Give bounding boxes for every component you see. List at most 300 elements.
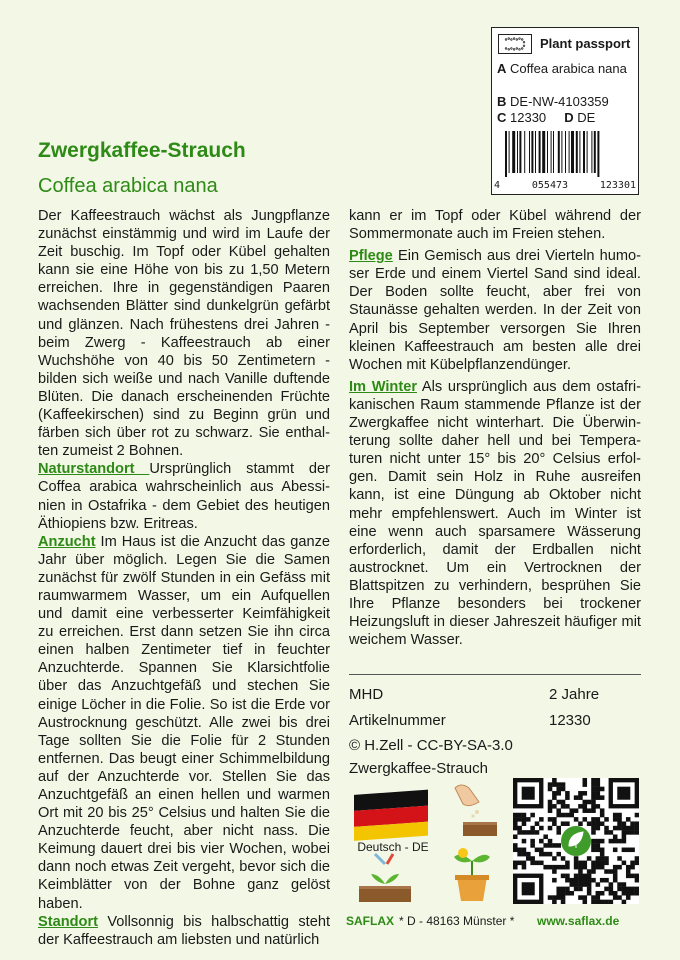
qr-module (591, 817, 596, 822)
passport-header (496, 33, 636, 57)
qr-module (548, 852, 553, 857)
barcode-bar (579, 131, 580, 173)
qr-module (626, 817, 631, 822)
qr-module (591, 878, 596, 883)
website-link[interactable]: www.saflax.de (537, 914, 620, 928)
qr-module (574, 874, 579, 879)
qr-module (583, 874, 588, 879)
barcode-bar (539, 131, 541, 173)
qr-module (574, 865, 579, 870)
passport-title: Plant passport (540, 36, 631, 51)
qr-module (530, 861, 535, 866)
qr-module (556, 891, 561, 896)
qr-module (596, 778, 601, 783)
barcode-bar (591, 131, 592, 173)
qr-module (609, 882, 614, 887)
passport-key-c: C (497, 110, 507, 125)
qr-module (522, 839, 527, 844)
qr-module (561, 813, 566, 818)
qr-module (591, 782, 596, 787)
qr-module (543, 834, 548, 839)
barcode-bar (587, 131, 588, 173)
qr-module (578, 869, 583, 874)
qr-module (561, 821, 566, 826)
qr-module (552, 895, 557, 900)
qr-module (561, 800, 566, 805)
qr-module (600, 891, 605, 896)
qr-module (600, 865, 605, 870)
qr-module (596, 900, 601, 904)
qr-module (530, 826, 535, 831)
qr-module (565, 804, 570, 809)
qr-module (548, 817, 553, 822)
qr-module (552, 869, 557, 874)
qr-module (609, 891, 614, 896)
barcode-bar (542, 131, 545, 173)
qr-module (552, 843, 557, 848)
qr-module (609, 839, 614, 844)
qr-module (565, 795, 570, 800)
qr-module (626, 869, 631, 874)
qr-module (513, 834, 518, 839)
qr-module (583, 800, 588, 805)
qr-module (596, 882, 601, 887)
qr-module (622, 826, 627, 831)
qr-module (591, 869, 596, 874)
qr-module (587, 878, 592, 883)
qr-module (635, 887, 639, 892)
qr-module (526, 830, 531, 835)
qr-module (539, 852, 544, 857)
qr-module (587, 887, 592, 892)
barcode-bar (597, 131, 599, 177)
barcode-bar (547, 131, 548, 173)
qr-module (596, 895, 601, 900)
qr-module (583, 878, 588, 883)
qr-module (635, 821, 639, 826)
qr-module (535, 830, 540, 835)
qr-module (600, 813, 605, 818)
qr-module (591, 861, 596, 866)
qr-module (622, 882, 627, 887)
qr-module (591, 795, 596, 800)
qr-module (587, 808, 592, 813)
qr-module (565, 887, 570, 892)
passport-value-c: 12330 (510, 110, 547, 125)
qr-module (561, 804, 566, 809)
qr-module (635, 874, 639, 879)
qr-module (583, 782, 588, 787)
qr-module (600, 856, 605, 861)
qr-module (561, 865, 566, 870)
qr-module (600, 839, 605, 844)
qr-module (604, 869, 609, 874)
barcode-bar (519, 131, 521, 173)
brand-name: SAFLAX (346, 914, 394, 928)
barcode-bar (594, 131, 596, 173)
mhd-label: MHD (349, 686, 384, 703)
qr-module (578, 821, 583, 826)
qr-module (517, 826, 522, 831)
qr-module (548, 787, 553, 792)
intro-paragraph: Der Kaffeestrauch wächst als Jungpflanze zunächst einstämmig und wird im Laufe der Zeit buschig. Im Topf oder Kübel gehalten kann sie eine Höhe von bis zu 1,50 Metern erreichen. Ihre in gegenständigen Paaren wachsenden Blätter sind dunkelgrün gefärbt und glänzen. Nach frühestens drei Jahren - beim Zwerg - Kaffeestrauch ab einer Wuchshöhe von 40 bis 50 Zentimetern - bilden sich weiße und nach Vanille duftende Blüten. Die danach erscheinenden Früchte (Kaffeekirschen) sind zu Beginn grün und färben sich über rot zu schwarz. Sie enthalten zumeist 2 Bohnen. (38, 208, 330, 460)
passport-key-d: D (564, 110, 574, 125)
barcode-bar (531, 131, 533, 173)
qr-module (630, 891, 635, 896)
qr-module (556, 826, 561, 831)
qr-module (622, 848, 627, 853)
passport-key-a: A (497, 61, 507, 76)
qr-module (548, 800, 553, 805)
qr-module (583, 865, 588, 870)
qr-module (600, 852, 605, 857)
qr-module (609, 887, 614, 892)
qr-module (587, 800, 592, 805)
qr-module (617, 821, 622, 826)
qr-module (604, 887, 609, 892)
qr-module (578, 865, 583, 870)
qr-module (517, 852, 522, 857)
qr-module (617, 839, 622, 844)
qr-module (635, 861, 639, 866)
qr-module (539, 848, 544, 853)
qr-module (552, 821, 557, 826)
qr-module (596, 795, 601, 800)
qr-module (583, 861, 588, 866)
qr-module (596, 848, 601, 853)
qr-module (613, 817, 618, 822)
qr-module (630, 865, 635, 870)
qr-module (569, 813, 574, 818)
qr-module (583, 778, 588, 783)
watering-icon (355, 850, 415, 906)
qr-module (561, 856, 566, 861)
qr-module (513, 817, 518, 822)
qr-module (617, 856, 622, 861)
qr-module (604, 856, 609, 861)
qr-module (530, 813, 535, 818)
barcode-bar (512, 131, 515, 173)
qr-finder (522, 882, 535, 895)
qr-module (622, 834, 627, 839)
qr-module (596, 791, 601, 796)
qr-module (587, 874, 592, 879)
qr-module (600, 821, 605, 826)
qr-module (522, 848, 527, 853)
qr-module (548, 782, 553, 787)
qr-module (556, 843, 561, 848)
qr-module (578, 895, 583, 900)
qr-module (574, 887, 579, 892)
qr-module (548, 865, 553, 870)
qr-module (617, 813, 622, 818)
plant-passport (491, 27, 639, 195)
qr-module (574, 817, 579, 822)
naturstandort-paragraph (38, 460, 330, 532)
qr-module (574, 878, 579, 883)
qr-module (556, 813, 561, 818)
qr-code-icon (513, 778, 639, 904)
qr-module (591, 826, 596, 831)
barcode-bar (565, 131, 566, 173)
qr-module (604, 861, 609, 866)
qr-module (591, 839, 596, 844)
qr-module (561, 787, 566, 792)
qr-module (613, 839, 618, 844)
qr-module (574, 808, 579, 813)
qr-module (561, 874, 566, 879)
qr-module (630, 861, 635, 866)
qr-module (552, 900, 557, 904)
qr-module (578, 882, 583, 887)
qr-module (583, 791, 588, 796)
qr-module (626, 865, 631, 870)
barcode-bar (571, 131, 574, 173)
pflege-heading: Pflege (349, 248, 393, 265)
qr-module (569, 808, 574, 813)
qr-module (591, 778, 596, 783)
qr-module (596, 787, 601, 792)
qr-module (609, 869, 614, 874)
qr-module (609, 830, 614, 835)
qr-module (578, 887, 583, 892)
qr-module (622, 839, 627, 844)
qr-module (622, 861, 627, 866)
qr-module (583, 895, 588, 900)
qr-module (613, 834, 618, 839)
qr-module (574, 882, 579, 887)
product-title: Zwergkaffee-Strauch (38, 139, 246, 162)
standort-continued: kann er im Topf oder Kübel während der Sommermonate auch im Freien stehen. (349, 208, 641, 243)
qr-module (604, 878, 609, 883)
product-name: Zwergkaffee-Strauch (349, 760, 488, 777)
qr-module (613, 895, 618, 900)
qr-module (574, 795, 579, 800)
qr-module (617, 895, 622, 900)
qr-module (513, 861, 518, 866)
qr-module (613, 891, 618, 896)
qr-module (548, 808, 553, 813)
passport-value-a: Coffea arabica nana (510, 61, 627, 76)
qr-module (556, 808, 561, 813)
qr-module (591, 821, 596, 826)
qr-module (565, 891, 570, 896)
copyright: © H.Zell - CC-BY-SA-3.0 (349, 737, 513, 754)
qr-module (522, 813, 527, 818)
barcode-bar (524, 131, 525, 173)
qr-module (596, 826, 601, 831)
qr-module (578, 804, 583, 809)
qr-module (543, 852, 548, 857)
qr-module (569, 882, 574, 887)
qr-module (535, 821, 540, 826)
qr-module (600, 808, 605, 813)
qr-module (596, 856, 601, 861)
qr-module (517, 848, 522, 853)
qr-module (561, 900, 566, 904)
qr-module (583, 808, 588, 813)
qr-module (561, 782, 566, 787)
anzucht-heading: Anzucht (38, 533, 96, 550)
qr-module (626, 874, 631, 879)
standort-text: Vollsonnig bis halbschattig steht der Kaffeestrauch am liebsten und natürlich (38, 913, 330, 948)
qr-module (596, 865, 601, 870)
qr-module (630, 821, 635, 826)
qr-module (604, 817, 609, 822)
seed-sowing-icon (441, 778, 501, 838)
qr-module (635, 830, 639, 835)
right-column (349, 207, 641, 649)
barcode-digit-group: 4 (494, 180, 501, 191)
qr-module (561, 891, 566, 896)
qr-module (591, 791, 596, 796)
qr-module (613, 813, 618, 818)
qr-module (513, 821, 518, 826)
qr-module (635, 856, 639, 861)
qr-module (626, 895, 631, 900)
qr-module (513, 843, 518, 848)
anzucht-paragraph (38, 533, 330, 913)
qr-module (596, 782, 601, 787)
qr-module (556, 787, 561, 792)
qr-module (591, 848, 596, 853)
qr-module (604, 826, 609, 831)
qr-module (513, 826, 518, 831)
qr-module (596, 861, 601, 866)
qr-module (626, 826, 631, 831)
qr-module (617, 817, 622, 822)
qr-module (561, 887, 566, 892)
qr-module (513, 848, 518, 853)
qr-module (548, 804, 553, 809)
left-column (38, 207, 330, 949)
qr-module (626, 887, 631, 892)
passport-line-c (497, 110, 595, 125)
qr-module (574, 856, 579, 861)
qr-module (587, 821, 592, 826)
qr-module (517, 861, 522, 866)
standort-heading: Standort (38, 913, 98, 930)
passport-key-b: B (497, 94, 507, 109)
qr-module (613, 878, 618, 883)
qr-module (530, 856, 535, 861)
qr-module (543, 843, 548, 848)
qr-module (578, 874, 583, 879)
qr-module (556, 830, 561, 835)
barcode-bar (583, 131, 585, 173)
qr-module (613, 874, 618, 879)
qr-module (591, 804, 596, 809)
qr-module (600, 848, 605, 853)
barcode-bar (505, 131, 507, 177)
qr-module (569, 878, 574, 883)
barcode-bar (558, 131, 560, 173)
qr-module (517, 813, 522, 818)
qr-module (596, 821, 601, 826)
qr-module (622, 891, 627, 896)
qr-module (543, 865, 548, 870)
brand-address: * D - 48163 Münster * (399, 914, 515, 928)
qr-module (548, 826, 553, 831)
qr-module (565, 861, 570, 866)
barcode-bar (576, 131, 578, 173)
qr-module (556, 887, 561, 892)
barcode-bar (517, 131, 518, 173)
qr-module (522, 817, 527, 822)
qr-module (552, 856, 557, 861)
qr-module (600, 787, 605, 792)
qr-module (574, 861, 579, 866)
qr-module (539, 861, 544, 866)
qr-module (596, 891, 601, 896)
qr-module (613, 869, 618, 874)
qr-module (635, 878, 639, 883)
qr-module (552, 778, 557, 783)
qr-module (552, 782, 557, 787)
sprout-pot-icon (441, 845, 501, 907)
qr-module (596, 817, 601, 822)
qr-module (513, 813, 518, 818)
barcode-bar (509, 131, 510, 173)
qr-module (626, 891, 631, 896)
qr-module (635, 891, 639, 896)
qr-finder (617, 787, 630, 800)
qr-module (552, 817, 557, 822)
qr-module (604, 830, 609, 835)
qr-module (565, 874, 570, 879)
qr-module (522, 830, 527, 835)
info-divider (349, 674, 641, 675)
qr-module (622, 887, 627, 892)
qr-module (587, 891, 592, 896)
qr-module (556, 782, 561, 787)
qr-module (609, 900, 614, 904)
qr-module (596, 843, 601, 848)
qr-module (617, 887, 622, 892)
qr-module (522, 865, 527, 870)
qr-module (613, 848, 618, 853)
qr-module (565, 865, 570, 870)
qr-module (552, 865, 557, 870)
qr-module (604, 900, 609, 904)
qr-module (596, 839, 601, 844)
qr-module (522, 821, 527, 826)
qr-module (569, 891, 574, 896)
passport-value-d: DE (577, 110, 596, 125)
qr-module (626, 830, 631, 835)
qr-module (578, 861, 583, 866)
qr-module (591, 865, 596, 870)
qr-module (565, 813, 570, 818)
qr-module (535, 848, 540, 853)
qr-module (630, 826, 635, 831)
barcode-bar (561, 131, 562, 173)
qr-module (552, 791, 557, 796)
qr-module (565, 821, 570, 826)
qr-module (591, 787, 596, 792)
qr-module (583, 817, 588, 822)
qr-module (596, 804, 601, 809)
qr-module (565, 878, 570, 883)
passport-line-a (497, 61, 627, 76)
qr-module (556, 800, 561, 805)
qr-module (517, 830, 522, 835)
qr-module (578, 795, 583, 800)
qr-module (626, 848, 631, 853)
qr-module (513, 865, 518, 870)
qr-module (526, 852, 531, 857)
qr-module (530, 843, 535, 848)
